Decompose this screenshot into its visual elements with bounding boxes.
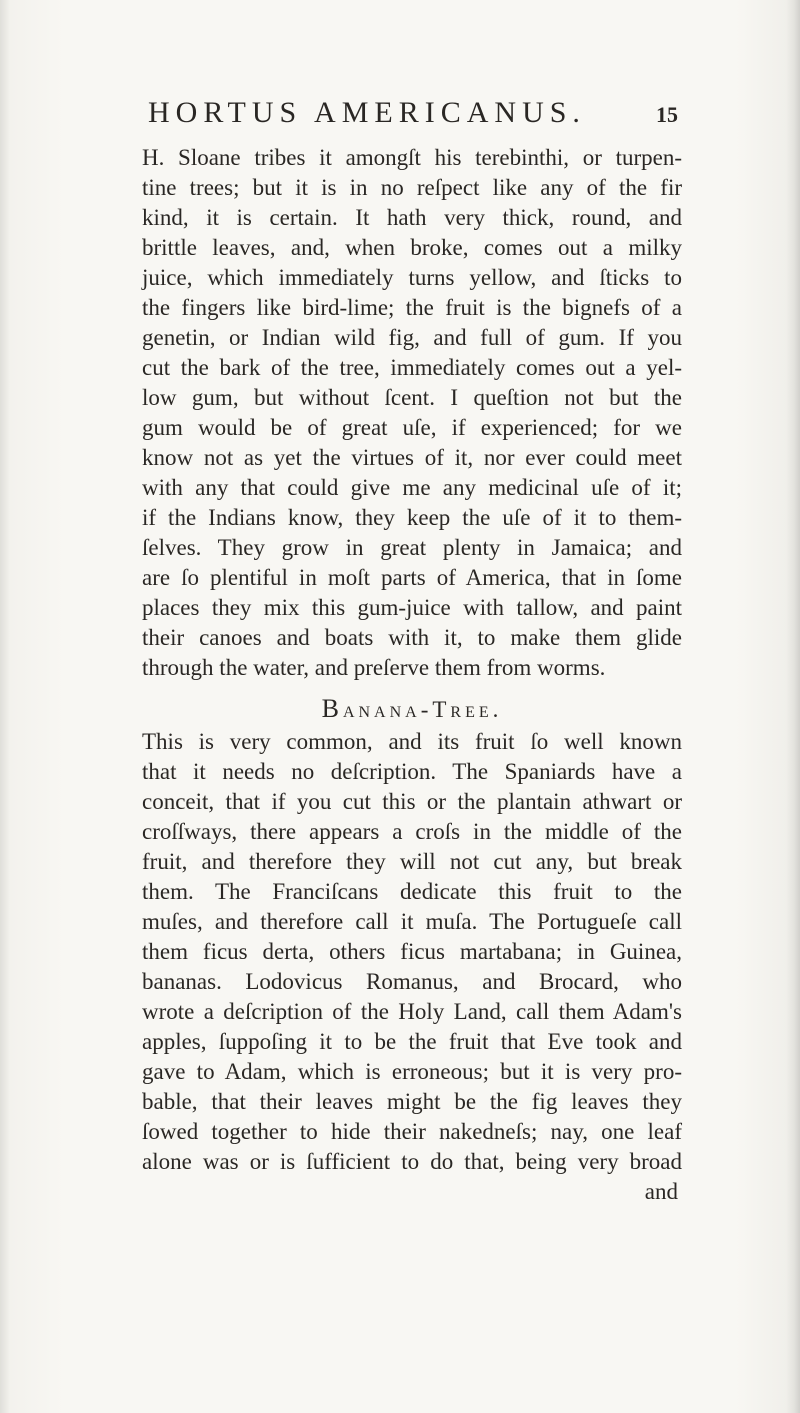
text-line: H. Sloane tribes it amongſt his terebinthi, or turpen- xyxy=(142,145,682,170)
text-line: croſſways, there appears a croſs in the middle of the xyxy=(142,819,682,844)
text-line: low gum, but without ſcent. I queſtion not but the xyxy=(142,385,682,410)
text-line: bananas. Lodovicus Romanus, and Brocard, who xyxy=(142,969,682,994)
text-line: gum would be of great uſe, if experienced; for we xyxy=(142,415,682,440)
text-line: brittle leaves, and, when broke, comes out a milky xyxy=(142,235,682,260)
text-line: ſelves. They grow in great plenty in Jamaica; and xyxy=(142,535,682,560)
text-line: them. The Franciſcans dedicate this fruit to the xyxy=(142,879,682,904)
text-line: with any that could give me any medicinal uſe of it; xyxy=(142,475,682,500)
section-heading: Banana-Tree. xyxy=(321,694,503,723)
page-number: 15 xyxy=(656,102,678,127)
text-line: muſes, and therefore call it muſa. The Portugueſe call xyxy=(142,909,682,934)
text-line: kind, it is certain. It hath very thick, round, and xyxy=(142,205,682,230)
text-line: wrote a deſcription of the Holy Land, call them Adam's xyxy=(142,999,682,1024)
running-title: HORTUS AMERICANUS. xyxy=(148,96,586,129)
text-line: apples, ſuppoſing it to be the fruit that Eve took and xyxy=(142,1029,682,1054)
text-line: through the water, and preſerve them from worms. xyxy=(142,655,606,680)
text-line: fruit, and therefore they will not cut any, but break xyxy=(142,849,682,874)
text-line: them ficus derta, others ficus martabana; in Guinea, xyxy=(142,939,682,964)
text-line: cut the bark of the tree, immediately comes out a yel- xyxy=(142,355,682,380)
text-line: ſowed together to hide their nakedneſs; nay, one leaf xyxy=(142,1119,682,1144)
text-line: tine trees; but it is in no reſpect like any of the fir xyxy=(142,175,682,200)
text-line: the fingers like bird-lime; the fruit is the bignefs of a xyxy=(142,295,682,320)
text-line: that it needs no deſcription. The Spaniards have a xyxy=(142,759,682,784)
text-line: genetin, or Indian wild fig, and full of gum. If you xyxy=(142,325,682,350)
body-text xyxy=(142,143,682,1207)
text-line: if the Indians know, they keep the uſe of it to them- xyxy=(142,505,682,530)
catchword: and xyxy=(644,1179,678,1204)
text-line: alone was or is ſufficient to do that, being very broad xyxy=(142,1149,682,1174)
paragraph-2 xyxy=(142,727,682,1177)
paragraph-1 xyxy=(142,143,682,683)
text-line: their canoes and boats with it, to make them glide xyxy=(142,625,682,650)
text-line: conceit, that if you cut this or the plantain athwart or xyxy=(142,789,682,814)
text-line: bable, that their leaves might be the fig leaves they xyxy=(142,1089,682,1114)
text-line: juice, which immediately turns yellow, and ſticks to xyxy=(142,265,682,290)
text-line: gave to Adam, which is erroneous; but it is very pro- xyxy=(142,1059,682,1084)
text-line: places they mix this gum-juice with tallow, and paint xyxy=(142,595,682,620)
page-header xyxy=(148,96,678,136)
page-edge-shadow xyxy=(786,0,800,1413)
text-line: know not as yet the virtues of it, nor ever could meet xyxy=(142,445,682,470)
text-line: This is very common, and its fruit ſo well known xyxy=(142,729,682,754)
text-line: are ſo plentiful in moſt parts of America, that in ſome xyxy=(142,565,682,590)
page-gutter-shadow xyxy=(0,0,10,1413)
